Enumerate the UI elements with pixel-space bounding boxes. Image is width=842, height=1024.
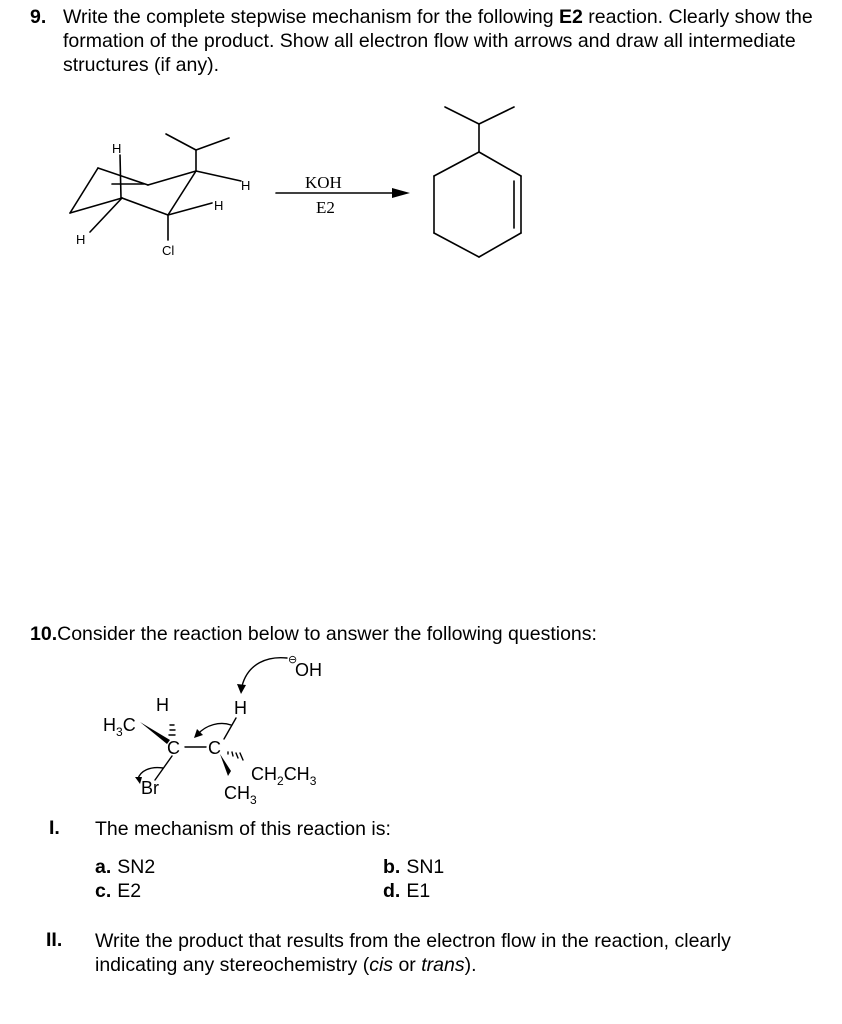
part-1-numeral: I. xyxy=(49,817,60,839)
atom-c-left: C xyxy=(167,738,180,758)
hydroxide-charge: ⊖ xyxy=(288,654,298,666)
question-9 xyxy=(30,5,820,77)
e2-reaction-scheme xyxy=(0,90,842,390)
question-9-number: 9. xyxy=(30,6,47,28)
question-10 xyxy=(30,622,597,646)
group-ch2ch3: $CH_2CH_3$ xyxy=(251,764,317,788)
atom-c-right: C xyxy=(208,738,221,758)
part-2-question: Write the product that results from the electron flow in the reaction, clearly indicating any stereochemistry (cis or trans). xyxy=(95,930,731,976)
chair-atom-h-left: H xyxy=(76,232,86,247)
chair-atom-h-right-lower: H xyxy=(214,198,224,213)
option-c[interactable]: c. E2 xyxy=(95,880,142,902)
part-1-question: The mechanism of this reaction is: xyxy=(95,818,391,840)
chair-atom-h-top: H xyxy=(112,141,122,156)
reagent-koh: KOH xyxy=(305,173,342,192)
question-9-text: Write the complete stepwise mechanism for the following E2 reaction. Clearly show the formation of the product. Show all electron flow with arrows and draw all intermediate structures (if any). xyxy=(63,6,813,76)
atom-h-right: H xyxy=(234,698,247,718)
option-d[interactable]: d. E1 xyxy=(383,880,431,902)
question-9-bold-term: E2 xyxy=(559,6,583,28)
option-a[interactable]: a. SN2 xyxy=(95,856,156,878)
reaction-mechanism-scheme xyxy=(0,645,842,805)
atom-h-left: H xyxy=(156,695,169,715)
chair-atom-h-right-upper: H xyxy=(241,178,251,193)
nucleophile-oh: OH xyxy=(295,660,322,680)
leaving-group-br: Br xyxy=(141,778,159,798)
group-h3c: $H_3C$ xyxy=(103,715,136,739)
reagent-e2: E2 xyxy=(316,198,335,217)
chair-atom-cl: Cl xyxy=(162,243,175,258)
part-2-numeral: II. xyxy=(46,929,63,951)
question-10-text: Consider the reaction below to answer the following questions: xyxy=(57,623,597,645)
option-b[interactable]: b. SN1 xyxy=(383,856,445,878)
group-ch3: $CH_3$ xyxy=(224,783,257,805)
question-10-number: 10. xyxy=(30,623,58,645)
